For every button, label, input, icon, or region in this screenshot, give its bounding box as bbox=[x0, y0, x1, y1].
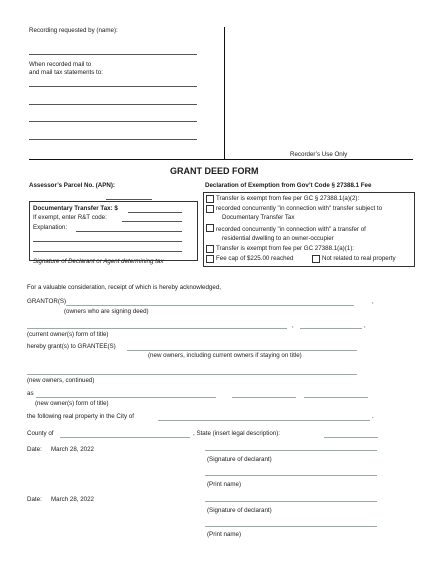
exempt-a1-checkbox[interactable] bbox=[206, 245, 214, 253]
documentary-tax-line[interactable] bbox=[128, 212, 182, 213]
county-line[interactable] bbox=[60, 437, 190, 438]
explanation-label: Explanation: bbox=[33, 224, 68, 231]
explanation-line-3[interactable] bbox=[33, 251, 182, 252]
residential-concurrent-label: recorded concurrently "in connection with" a transfer of bbox=[216, 226, 366, 233]
new-form-line-3[interactable] bbox=[304, 397, 368, 398]
state-label: , State (insert legal description): bbox=[193, 430, 281, 437]
signature-line-1[interactable] bbox=[205, 450, 377, 451]
rt-code-line[interactable] bbox=[122, 221, 182, 222]
property-city-label: the following real property in the City of bbox=[27, 413, 134, 420]
date-label-1: Date: bbox=[27, 446, 42, 453]
current-form-line-2[interactable] bbox=[300, 328, 362, 329]
apn-label: Assessor’s Parcel No. (APN): bbox=[29, 182, 115, 189]
exempt-a2-label: Transfer is exempt from fee per GC § 27388.1(a)(2): bbox=[216, 195, 360, 202]
owners-signing-caption: (owners who are signing deed) bbox=[64, 308, 149, 315]
recorder-bottom-line bbox=[29, 159, 413, 160]
dtt-concurrent-checkbox[interactable] bbox=[206, 205, 214, 213]
signature-caption-2: (Signature of declarant) bbox=[207, 507, 272, 514]
not-real-property-label: Not related to real property bbox=[322, 255, 396, 262]
print-name-caption-2: (Print name) bbox=[207, 531, 242, 538]
fee-cap-label: Fee cap of $225.00 reached bbox=[216, 255, 294, 262]
residential-concurrent-label-cont: residential dwelling to an owner-occupier bbox=[222, 235, 334, 242]
mail-address-line-1[interactable] bbox=[29, 86, 197, 87]
exempt-a1-label: Transfer is exempt from fee per GC 27388.1(a)(1): bbox=[216, 245, 355, 252]
not-real-property-checkbox[interactable] bbox=[312, 255, 320, 263]
requested-by-line[interactable] bbox=[29, 54, 197, 55]
grantees-line[interactable] bbox=[127, 350, 357, 351]
legal-description-line[interactable] bbox=[324, 437, 378, 438]
as-label: as bbox=[27, 390, 34, 397]
new-form-caption: (new owner(s) form of title) bbox=[35, 400, 109, 407]
documentary-tax-label: Documentary Transfer Tax: $ bbox=[33, 205, 118, 212]
new-owners-cont-caption: (new owners, continued) bbox=[27, 377, 95, 384]
new-owners-cont-line[interactable] bbox=[27, 374, 357, 375]
grantors-line[interactable] bbox=[66, 305, 354, 306]
date-value-2[interactable]: March 28, 2022 bbox=[51, 496, 94, 503]
grantors-label: GRANTOR(S) bbox=[27, 298, 67, 305]
mail-address-line-4[interactable] bbox=[29, 139, 197, 140]
new-form-line-2[interactable] bbox=[232, 397, 296, 398]
hereby-grant-label: hereby grant(s) to GRANTEE(S) bbox=[27, 343, 116, 350]
recorder-divider bbox=[224, 27, 225, 159]
rt-code-label: If exempt, enter R&T code: bbox=[33, 214, 107, 221]
dtt-concurrent-label: recorded concurrently "in connection with" transfer subject to bbox=[216, 205, 383, 212]
grantors-comma: , bbox=[372, 298, 374, 305]
date-value-1[interactable]: March 28, 2022 bbox=[51, 446, 94, 453]
tax-signature-label: Signature of Declarant or Agent determining tax bbox=[33, 258, 164, 265]
county-label: County of bbox=[27, 430, 54, 437]
tax-statements-label: and mail tax statements to: bbox=[29, 69, 103, 76]
explanation-line-1[interactable] bbox=[76, 231, 182, 232]
consideration-text: For a valuable consideration, receipt of which is hereby acknowledged, bbox=[27, 284, 221, 291]
page-title: GRANT DEED FORM bbox=[170, 166, 259, 176]
mail-address-line-3[interactable] bbox=[29, 121, 197, 122]
signature-line-2[interactable] bbox=[205, 501, 377, 502]
city-period: . bbox=[372, 413, 374, 420]
recording-requested-label: Recording requested by (name): bbox=[29, 27, 118, 34]
apn-line[interactable] bbox=[106, 199, 152, 200]
dtt-concurrent-label-cont: Documentary Transfer Tax bbox=[222, 214, 295, 221]
fee-cap-checkbox[interactable] bbox=[206, 255, 214, 263]
mail-to-label: When recorded mail to bbox=[29, 61, 92, 68]
signature-caption-1: (Signature of declarant) bbox=[207, 456, 272, 463]
exempt-a2-checkbox[interactable] bbox=[206, 195, 214, 203]
print-name-caption-1: (Print name) bbox=[207, 481, 242, 488]
new-form-line-1[interactable] bbox=[36, 397, 216, 398]
recorders-use-label: Recorder’s Use Only bbox=[290, 151, 348, 158]
date-label-2: Date: bbox=[27, 496, 42, 503]
current-form-line-1[interactable] bbox=[27, 328, 287, 329]
current-form-caption: (current owner(s) form of title) bbox=[27, 331, 109, 338]
current-form-comma-2: , bbox=[364, 322, 366, 329]
exemption-heading: Declaration of Exemption from Gov’t Code § 27388.1 Fee bbox=[205, 182, 372, 189]
mail-address-line-2[interactable] bbox=[29, 104, 197, 105]
current-form-comma: , bbox=[292, 322, 294, 329]
print-name-line-2[interactable] bbox=[205, 526, 377, 527]
print-name-line-1[interactable] bbox=[205, 475, 377, 476]
residential-concurrent-checkbox[interactable] bbox=[206, 224, 214, 232]
explanation-line-2[interactable] bbox=[33, 241, 182, 242]
city-line[interactable] bbox=[158, 420, 370, 421]
new-owners-caption: (new owners, including current owners if staying on title) bbox=[148, 352, 302, 359]
